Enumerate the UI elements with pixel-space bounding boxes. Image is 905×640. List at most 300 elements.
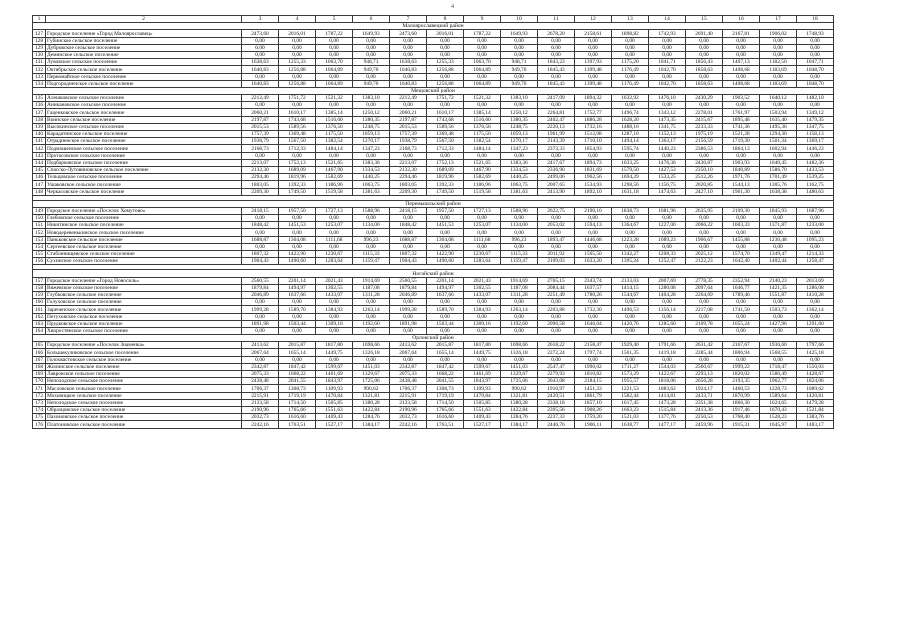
value-cell: 2212,49	[242, 95, 279, 102]
value-cell: 1283,64	[316, 258, 353, 265]
settlement-name: Деминское сельское поселение	[46, 51, 242, 58]
value-cell: 1230,67	[316, 251, 353, 258]
value-cell: 0,00	[538, 327, 575, 334]
value-cell: 0,00	[649, 299, 686, 306]
value-cell: 1818,06	[649, 378, 686, 385]
value-cell: 1134,00	[501, 222, 538, 229]
value-cell: 2430,29	[686, 95, 723, 102]
value-cell: 1807,32	[390, 251, 427, 258]
value-cell: 990,62	[353, 385, 390, 392]
value-cell: 1616,60	[427, 414, 464, 421]
row-number: 131	[33, 59, 46, 66]
value-cell: 1451,33	[575, 385, 612, 392]
header-cell: 8	[427, 16, 464, 23]
value-cell: 1409,43	[464, 414, 501, 421]
value-cell: 0,00	[649, 229, 686, 236]
value-cell: 1582,69	[464, 174, 501, 181]
value-cell: 1787,22	[316, 30, 353, 37]
value-cell: 2279,93	[538, 371, 575, 378]
value-cell: 0,00	[686, 51, 723, 58]
value-cell: 0,00	[686, 243, 723, 250]
value-cell: 0,00	[538, 73, 575, 80]
settlement-name: Спасско-Лутовиновское сельское поселение	[46, 166, 242, 173]
value-cell: 0,00	[612, 44, 649, 51]
value-cell: 1422,84	[501, 406, 538, 413]
value-cell: 0,00	[427, 152, 464, 159]
value-cell: 1422,90	[279, 251, 316, 258]
value-cell: 2294,46	[390, 174, 427, 181]
value-cell: 2190,96	[242, 406, 279, 413]
value-cell: 1048,70	[797, 66, 834, 73]
value-cell: 1595,74	[612, 145, 649, 152]
table-row	[33, 188, 834, 195]
value-cell: 2430,87	[686, 159, 723, 166]
value-cell: 2278,01	[686, 109, 723, 116]
value-cell: 1064,89	[316, 80, 353, 87]
value-cell: 1803,05	[390, 181, 427, 188]
value-cell: 1743,68	[279, 116, 316, 123]
value-cell: 0,00	[353, 44, 390, 51]
value-cell: 1385,14	[316, 109, 353, 116]
value-cell: 1187,08	[501, 284, 538, 291]
value-cell: 2413,62	[390, 342, 427, 349]
value-cell: 1369,48	[427, 131, 464, 138]
value-cell: 1192,60	[501, 320, 538, 327]
value-cell: 1938,79	[242, 138, 279, 145]
value-cell: 0,00	[390, 327, 427, 334]
value-cell: 1819,96	[279, 174, 316, 181]
table-row	[33, 102, 834, 109]
value-cell: 2060,21	[390, 109, 427, 116]
settlement-name: Тельцовское сельское поселение	[46, 174, 242, 181]
value-cell: 1422,67	[649, 371, 686, 378]
value-cell: 1095,23	[797, 236, 834, 243]
table-row	[33, 349, 834, 356]
value-cell: 2156,59	[686, 138, 723, 145]
header-cell: 14	[649, 16, 686, 23]
value-cell: 0,00	[464, 243, 501, 250]
value-cell: 1376,56	[464, 123, 501, 130]
value-cell: 1624,65	[760, 399, 797, 406]
value-cell: 0,00	[797, 152, 834, 159]
value-cell: 1903,52	[723, 95, 760, 102]
table-row	[33, 342, 834, 349]
value-cell: 0,00	[464, 152, 501, 159]
value-cell: 0,00	[316, 215, 353, 222]
value-cell: 1347,23	[353, 145, 390, 152]
value-cell: 1309,16	[464, 320, 501, 327]
value-cell: 1326,18	[353, 349, 390, 356]
value-cell: 2459,96	[686, 421, 723, 428]
value-cell: 0,00	[575, 73, 612, 80]
value-cell: 1527,17	[316, 421, 353, 428]
value-cell: 2067,64	[242, 349, 279, 356]
value-cell: 0,00	[464, 37, 501, 44]
value-cell: 2233,33	[686, 123, 723, 130]
value-cell: 1640,83	[390, 66, 427, 73]
table-row	[33, 152, 834, 159]
value-cell: 1710,10	[575, 138, 612, 145]
value-cell: 1286,08	[797, 284, 834, 291]
value-cell: 1321,81	[353, 392, 390, 399]
value-cell: 2067,64	[390, 349, 427, 356]
value-cell: 1534,93	[575, 181, 612, 188]
value-cell: 1904,43	[242, 258, 279, 265]
row-number: 156	[33, 258, 46, 265]
value-cell: 1879,84	[242, 284, 279, 291]
table-body	[33, 16, 834, 429]
row-number: 145	[33, 166, 46, 173]
settlement-name: Карадатинское сельское поселение	[46, 131, 242, 138]
value-cell: 0,00	[242, 243, 279, 250]
section-title: Перемышльский район	[33, 200, 834, 207]
value-cell: 2075,33	[390, 371, 427, 378]
settlement-name: Ушаковское сельское поселение	[46, 181, 242, 188]
value-cell: 1176,49	[612, 80, 649, 87]
value-cell: 2433,71	[686, 392, 723, 399]
settlement-name: Сергеевское сельское поселение	[46, 243, 242, 250]
value-cell: 0,00	[723, 327, 760, 334]
value-cell: 949,70	[353, 80, 390, 87]
value-cell: 1380,35	[501, 116, 538, 123]
value-cell: 1955,57	[612, 378, 649, 385]
value-cell: 1640,45	[760, 159, 797, 166]
value-cell: 1270,17	[353, 138, 390, 145]
value-cell: 1999,28	[390, 306, 427, 313]
value-cell: 1383,76	[797, 414, 834, 421]
value-cell: 2021,43	[316, 277, 353, 284]
value-cell: 1455,88	[723, 236, 760, 243]
value-cell: 1490,60	[279, 258, 316, 265]
value-cell: 1233,00	[797, 222, 834, 229]
value-cell: 1347,23	[501, 145, 538, 152]
value-cell: 1230,48	[760, 236, 797, 243]
value-cell: 2015,53	[242, 123, 279, 130]
value-cell: 0,00	[797, 299, 834, 306]
value-cell: 1059,13	[353, 131, 390, 138]
value-cell: 1186,96	[464, 181, 501, 188]
settlement-name: Высокинское сельское поселение	[46, 123, 242, 130]
value-cell: 1894,73	[575, 159, 612, 166]
value-cell: 1223,28	[612, 236, 649, 243]
table-row	[33, 181, 834, 188]
value-cell: 2560,55	[242, 277, 279, 284]
value-cell: 0,00	[575, 356, 612, 363]
value-cell: 1561,35	[612, 349, 649, 356]
value-cell: 1749,50	[427, 188, 464, 195]
value-cell: 1642,40	[723, 258, 760, 265]
settlement-name: Глубковское сельское поселение	[46, 291, 242, 298]
value-cell: 1410,28	[797, 291, 834, 298]
value-cell: 1376,56	[316, 123, 353, 130]
value-cell: 2213,07	[242, 159, 279, 166]
value-cell: 0,00	[538, 243, 575, 250]
value-cell: 2016,01	[427, 30, 464, 37]
settlement-name: Черкасовское сельское поселение	[46, 188, 242, 195]
value-cell: 0,00	[279, 243, 316, 250]
value-cell: 0,00	[686, 73, 723, 80]
value-cell: 1256,88	[279, 66, 316, 73]
settlement-name: Неполодское сельское поселение	[46, 378, 242, 385]
value-cell: 1765,66	[427, 406, 464, 413]
value-cell: 1602,94	[760, 145, 797, 152]
value-cell: 0,00	[390, 102, 427, 109]
value-cell: 0,00	[760, 152, 797, 159]
value-cell: 1617,45	[612, 399, 649, 406]
settlement-name: Новодеревенькинское сельское поселение	[46, 229, 242, 236]
value-cell: 1192,60	[353, 320, 390, 327]
value-cell: 0,00	[242, 44, 279, 51]
settlement-name: Губинское сельское поселение	[46, 37, 242, 44]
value-cell: 1898,82	[612, 30, 649, 37]
value-cell: 2237,33	[538, 414, 575, 421]
value-cell: 2413,90	[538, 188, 575, 195]
value-cell: 1305,76	[760, 181, 797, 188]
value-cell: 1433,53	[797, 166, 834, 173]
value-cell: 2015,53	[390, 123, 427, 130]
value-cell: 1250,12	[501, 109, 538, 116]
value-cell: 2386,53	[686, 145, 723, 152]
value-cell: 0,00	[427, 327, 464, 334]
value-cell: 1565,50	[575, 251, 612, 258]
value-cell: 1727,13	[464, 207, 501, 214]
value-cell: 1999,28	[242, 306, 279, 313]
value-cell: 0,00	[501, 356, 538, 363]
value-cell: 0,00	[353, 229, 390, 236]
section-title: Мещовский район	[33, 87, 834, 94]
value-cell: 0,00	[723, 299, 760, 306]
value-cell: 1906,11	[575, 421, 612, 428]
value-cell: 1649,93	[353, 30, 390, 37]
row-number: 154	[33, 243, 46, 250]
value-cell: 0,00	[427, 356, 464, 363]
value-cell: 2132,30	[390, 166, 427, 173]
value-cell: 0,00	[464, 215, 501, 222]
value-cell: 1294,30	[760, 131, 797, 138]
value-cell: 0,00	[242, 356, 279, 363]
value-cell: 1420,81	[797, 392, 834, 399]
value-cell: 1752,77	[575, 109, 612, 116]
settlement-name: Моховицкое сельское поселение	[46, 392, 242, 399]
value-cell: 0,00	[464, 44, 501, 51]
value-cell: 1253,07	[464, 222, 501, 229]
value-cell: 1470,84	[316, 392, 353, 399]
value-cell: 1343,12	[649, 109, 686, 116]
value-cell: 0,00	[649, 356, 686, 363]
value-cell: 0,00	[501, 327, 538, 334]
settlement-name: Прудковское сельское поселение	[46, 320, 242, 327]
value-cell: 1791,66	[649, 342, 686, 349]
value-cell: 0,00	[464, 313, 501, 320]
value-cell: 1384,17	[501, 421, 538, 428]
value-cell: 2294,46	[242, 174, 279, 181]
value-cell: 1847,42	[427, 363, 464, 370]
value-cell: 2168,73	[242, 145, 279, 152]
value-cell: 1567,50	[427, 138, 464, 145]
value-cell: 1134,00	[353, 222, 390, 229]
value-cell: 1488,16	[612, 123, 649, 130]
row-number: 161	[33, 306, 46, 313]
settlement-name: Аникановское сельское поселение	[46, 102, 242, 109]
value-cell: 1655,14	[279, 349, 316, 356]
value-cell: 1573,29	[612, 371, 649, 378]
header-cell: 18	[797, 16, 834, 23]
table-row	[33, 363, 834, 370]
value-cell: 1349,12	[797, 109, 834, 116]
section-title: Ногайский район	[33, 270, 834, 277]
value-cell: 1789,46	[723, 291, 760, 298]
value-cell: 0,00	[723, 51, 760, 58]
value-cell: 1768,40	[723, 414, 760, 421]
value-cell: 2272,24	[538, 349, 575, 356]
value-cell: 1539,25	[797, 174, 834, 181]
value-cell: 2133,58	[390, 399, 427, 406]
header-cell: 1	[33, 16, 46, 23]
value-cell: 0,00	[760, 51, 797, 58]
value-cell: 1384,17	[353, 421, 390, 428]
value-cell: 0,00	[353, 102, 390, 109]
value-cell: 0,00	[390, 44, 427, 51]
value-cell: 2656,28	[686, 378, 723, 385]
settlement-name: Пахомовское сельское поселение	[46, 414, 242, 421]
value-cell: 0,00	[649, 327, 686, 334]
value-cell: 1521,65	[464, 159, 501, 166]
row-number: 136	[33, 102, 46, 109]
value-cell: 1599,67	[316, 363, 353, 370]
value-cell: 1501,34	[760, 138, 797, 145]
value-cell: 1342,27	[612, 251, 649, 258]
value-cell: 2133,03	[612, 277, 649, 284]
value-cell: 1616,60	[279, 414, 316, 421]
value-cell: 1544,13	[723, 181, 760, 188]
value-cell: 0,00	[279, 51, 316, 58]
value-cell: 0,00	[612, 73, 649, 80]
value-cell: 1470,84	[464, 392, 501, 399]
value-cell: 2122,23	[686, 258, 723, 265]
row-number: 135	[33, 95, 46, 102]
value-cell: 1309,16	[316, 320, 353, 327]
value-cell: 1640,83	[242, 80, 279, 87]
value-cell: 1089,62	[797, 385, 834, 392]
row-number: 147	[33, 181, 46, 188]
value-cell: 0,00	[427, 215, 464, 222]
table-row	[33, 356, 834, 363]
value-cell: 1221,53	[612, 385, 649, 392]
settlement-name: Луковское сельское поселение	[46, 59, 242, 66]
value-cell: 0,00	[723, 152, 760, 159]
value-cell: 1183,69	[760, 66, 797, 73]
value-cell: 1751,72	[427, 95, 464, 102]
value-cell: 1505,85	[464, 399, 501, 406]
settlement-name: Зареченское сельское поселение	[46, 306, 242, 313]
value-cell: 2011,92	[538, 251, 575, 258]
value-cell: 2109,78	[686, 320, 723, 327]
value-cell: 1817,80	[464, 342, 501, 349]
row-number: 158	[33, 284, 46, 291]
table-row	[33, 159, 834, 166]
value-cell: 1848,42	[242, 222, 279, 229]
value-cell: 2021,43	[464, 277, 501, 284]
value-cell: 1385,14	[464, 109, 501, 116]
value-cell: 1407,13	[723, 59, 760, 66]
value-cell: 0,00	[242, 102, 279, 109]
row-number: 157	[33, 277, 46, 284]
value-cell: 0,00	[797, 215, 834, 222]
value-cell: 1527,17	[464, 421, 501, 428]
value-cell: 1381,63	[353, 188, 390, 195]
value-cell: 0,00	[797, 229, 834, 236]
value-cell: 1640,83	[242, 66, 279, 73]
value-cell: 1638,63	[242, 59, 279, 66]
value-cell: 2343,74	[575, 277, 612, 284]
section-row	[33, 23, 834, 30]
value-cell: 996,23	[501, 236, 538, 243]
value-cell: 0,00	[760, 299, 797, 306]
value-cell: 1380,35	[353, 116, 390, 123]
value-cell: 0,00	[612, 215, 649, 222]
value-cell: 1482,10	[797, 95, 834, 102]
value-cell: 0,00	[575, 44, 612, 51]
value-cell: 1582,69	[316, 174, 353, 181]
settlement-name: Подгородненское сельское поселение	[46, 80, 242, 87]
table-row	[33, 421, 834, 428]
value-cell: 1496,53	[612, 306, 649, 313]
value-cell: 1482,36	[797, 159, 834, 166]
value-cell: 996,23	[353, 236, 390, 243]
value-cell: 2643,08	[538, 378, 575, 385]
value-cell: 1420,76	[612, 320, 649, 327]
table-row	[33, 371, 834, 378]
value-cell: 1159,47	[501, 258, 538, 265]
value-cell: 0,00	[279, 299, 316, 306]
value-cell: 2213,07	[390, 159, 427, 166]
value-cell: 0,00	[649, 215, 686, 222]
value-cell: 0,00	[501, 229, 538, 236]
header-cell: 17	[760, 16, 797, 23]
value-cell: 1550,03	[797, 363, 834, 370]
table-row	[33, 243, 834, 250]
value-cell: 1649,93	[501, 30, 538, 37]
value-cell: 1089,23	[649, 236, 686, 243]
value-cell: 2184,15	[575, 378, 612, 385]
value-cell: 1589,70	[279, 306, 316, 313]
section-title: Орловский район	[33, 335, 834, 342]
value-cell: 1162,75	[797, 181, 834, 188]
value-cell: 1382,54	[464, 138, 501, 145]
settlement-name: Городское поселение «Поселок Знаменка»	[46, 342, 242, 349]
value-cell: 1064,89	[464, 66, 501, 73]
value-cell: 1638,77	[612, 421, 649, 428]
value-cell: 2473,60	[390, 30, 427, 37]
row-number: 166	[33, 349, 46, 356]
value-cell: 2402,47	[538, 116, 575, 123]
value-cell: 0,00	[353, 299, 390, 306]
value-cell: 1528,23	[760, 414, 797, 421]
value-cell: 0,00	[390, 51, 427, 58]
value-cell: 0,00	[501, 243, 538, 250]
value-cell: 1632,92	[612, 95, 649, 102]
value-cell: 0,00	[316, 51, 353, 58]
value-cell: 1115,33	[501, 251, 538, 258]
value-cell: 1962,56	[575, 174, 612, 181]
value-cell: 1574,70	[723, 251, 760, 258]
value-cell: 2197,87	[390, 116, 427, 123]
value-cell: 0,00	[464, 73, 501, 80]
header-cell: 11	[538, 16, 575, 23]
value-cell: 1414,15	[612, 284, 649, 291]
value-cell: 0,00	[612, 51, 649, 58]
value-cell: 0,00	[538, 299, 575, 306]
